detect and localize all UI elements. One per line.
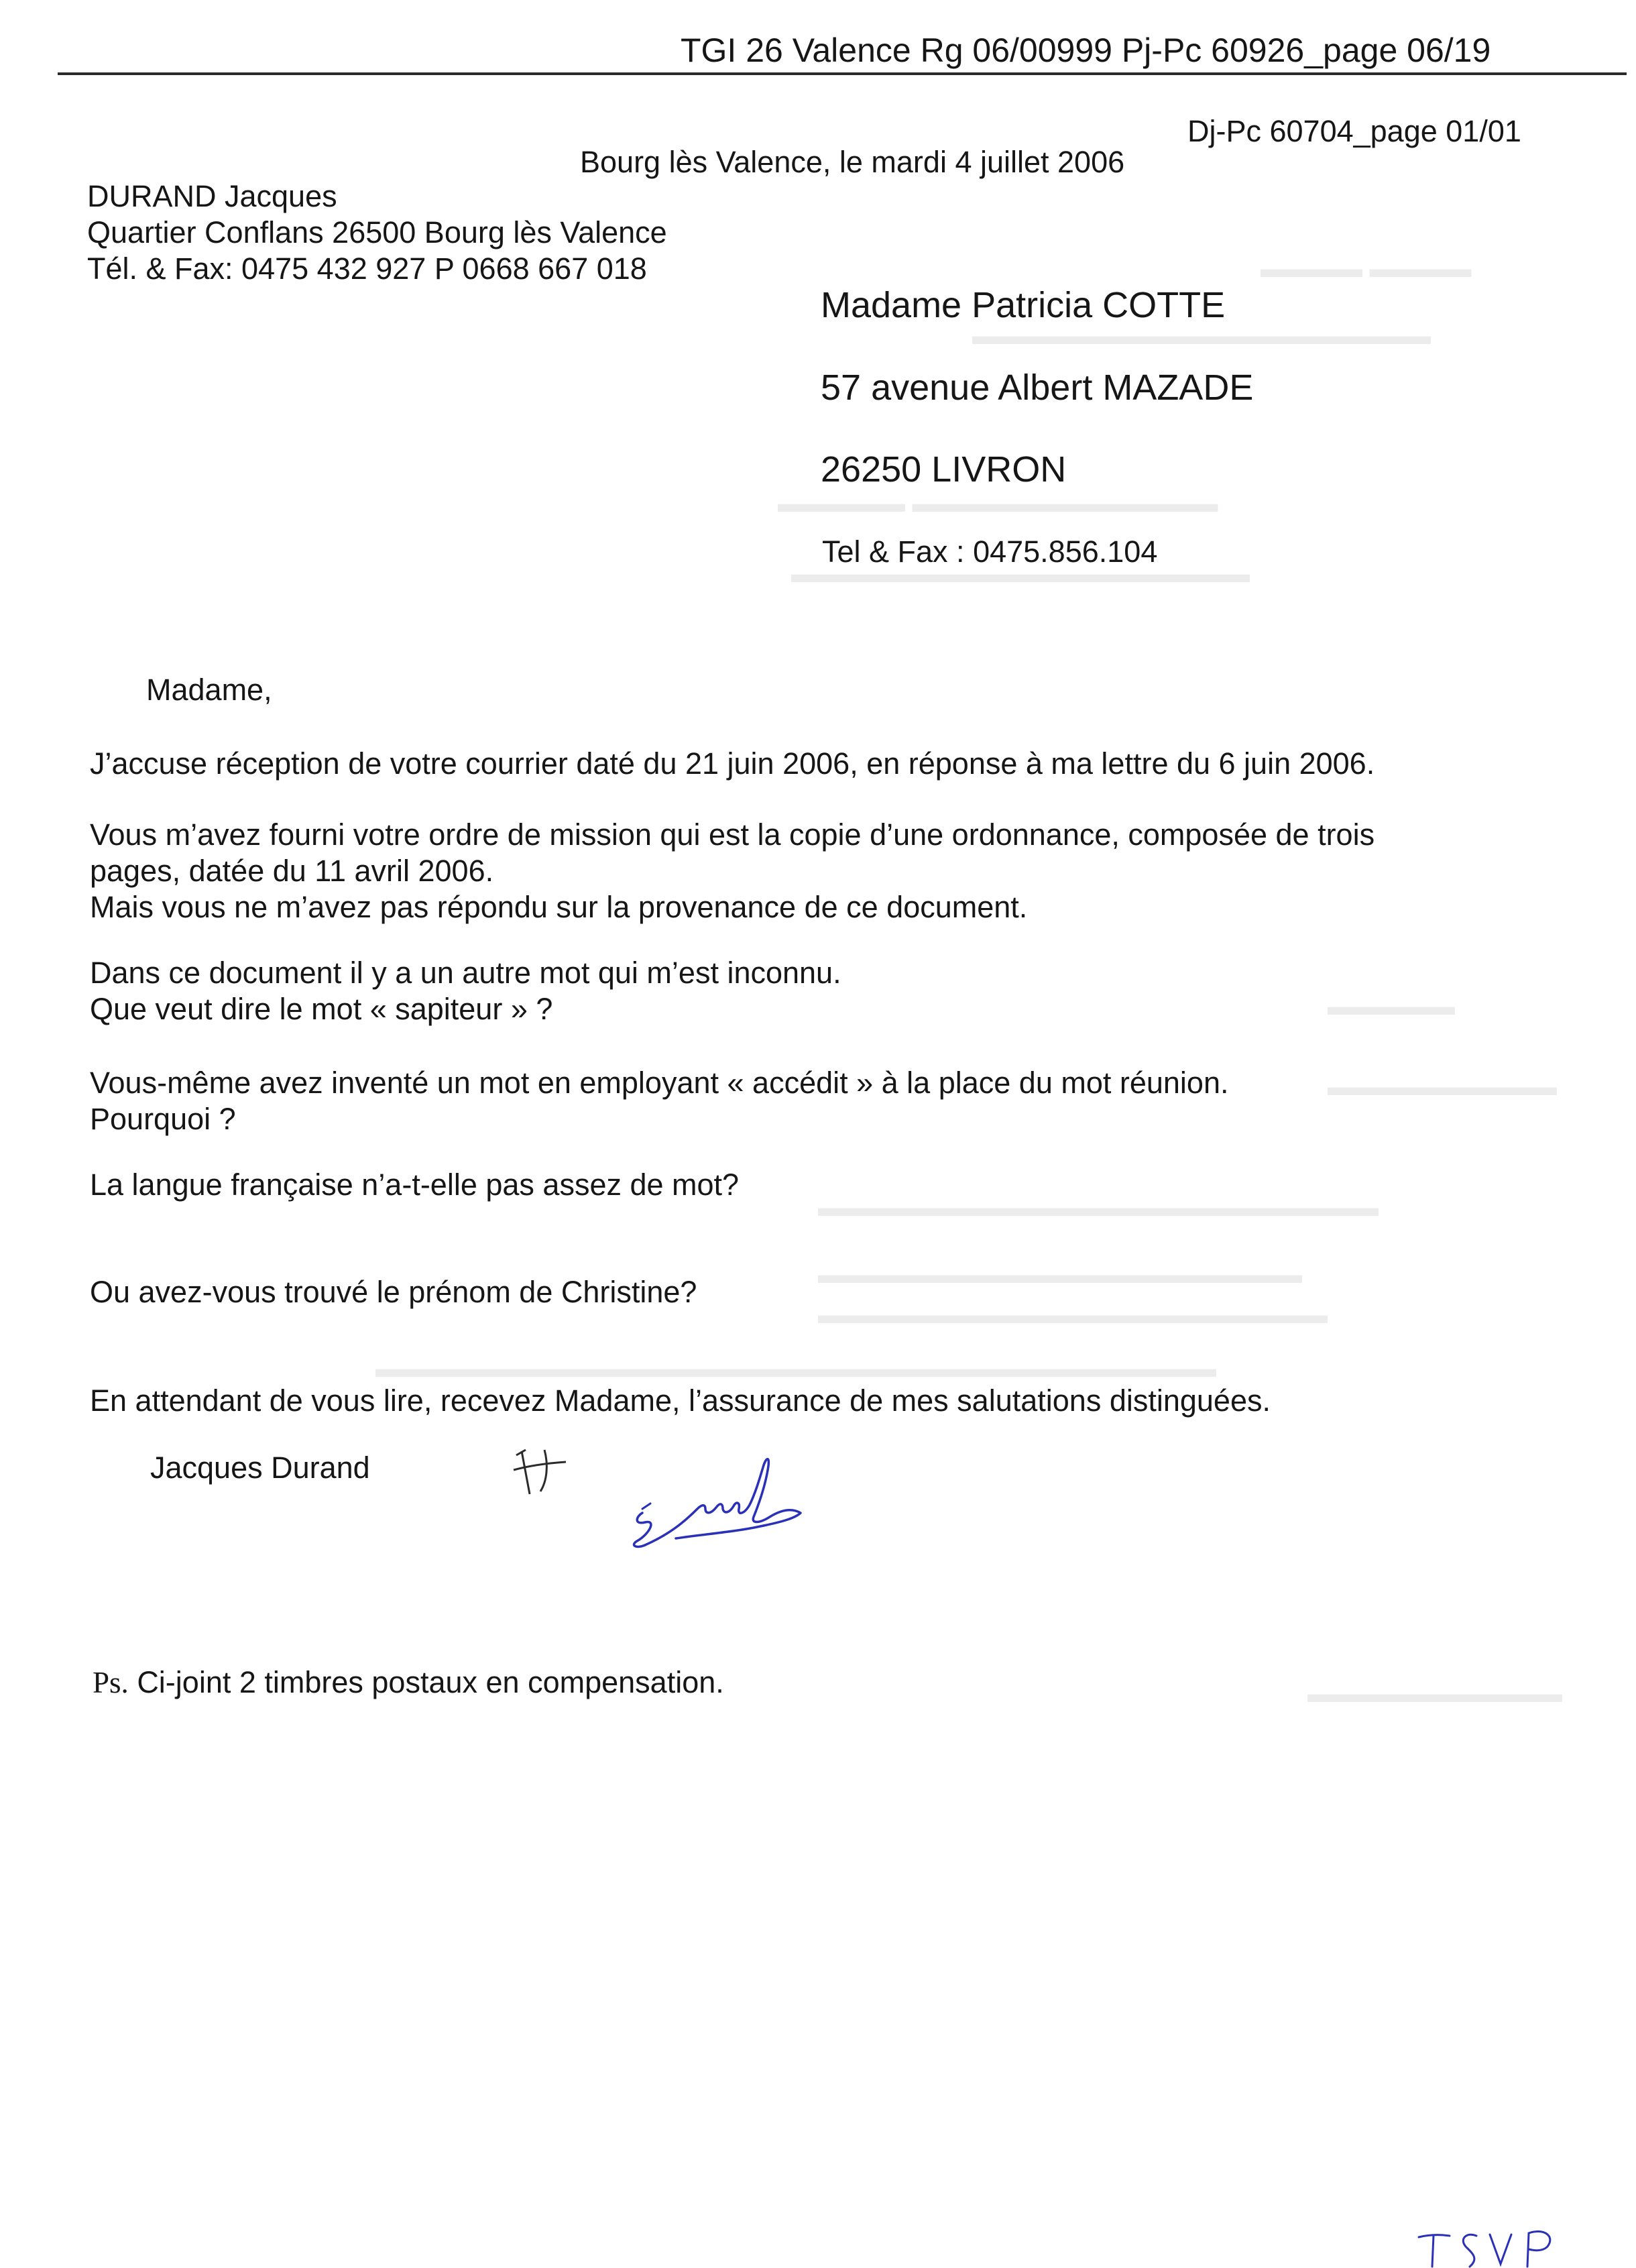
bleed-through-mark: ▬▬▬▬▬	[1328, 993, 1455, 1021]
bleed-through-mark: ▬▬▬▬ ▬▬▬▬	[1261, 255, 1472, 283]
bleed-through-mark: ▬▬▬▬▬▬▬▬▬▬▬▬▬▬▬▬▬▬	[972, 322, 1431, 350]
paragraph-language-question: La langue française n’a-t-elle pas assez de mot?	[90, 1168, 740, 1202]
salutation: Madame,	[146, 673, 272, 707]
paragraph-unknown-word	[90, 955, 841, 1027]
paragraph-acknowledgement: J’accuse réception de votre courrier daté du 21 juin 2006, en réponse à ma lettre du 6 juin 2006.	[90, 746, 1375, 781]
paragraph-line: Vous m’avez fourni votre ordre de mission qui est la copie d’une ordonnance, composée de trois	[90, 817, 1375, 852]
paragraph-line: Que veut dire le mot « sapiteur » ?	[90, 992, 553, 1026]
bleed-through-mark: ▬▬▬▬▬▬▬▬▬▬▬▬▬▬▬▬▬▬▬	[818, 1261, 1302, 1289]
handwritten-signature	[622, 1434, 810, 1554]
bleed-through-mark: ▬▬▬▬▬ ▬▬▬▬▬▬▬▬▬▬▬▬	[778, 490, 1218, 518]
paragraph-closing: En attendant de vous lire, recevez Madame, l’assurance de mes salutations distinguées.	[90, 1383, 1271, 1418]
document-reference: Dj-Pc 60704_page 01/01	[1187, 114, 1521, 148]
sender-contact: Tél. & Fax: 0475 432 927 P 0668 667 018	[87, 251, 647, 286]
sender-name: DURAND Jacques	[87, 179, 337, 213]
header-divider	[58, 72, 1627, 75]
bleed-through-mark: ▬▬▬▬▬▬▬▬▬▬	[1307, 1680, 1562, 1708]
bleed-through-mark: ▬▬▬▬▬▬▬▬▬	[1328, 1073, 1557, 1101]
bleed-through-mark: ▬▬▬▬▬▬▬▬▬▬▬▬▬▬▬▬▬▬▬▬	[818, 1301, 1328, 1329]
paragraph-line: Dans ce document il y a un autre mot qui m’est inconnu.	[90, 956, 841, 990]
recipient-city: 26250 LIVRON	[821, 449, 1067, 490]
recipient-name: Madame Patricia COTTE	[821, 285, 1226, 325]
recipient-contact: Tel & Fax : 0475.856.104	[822, 534, 1158, 569]
paragraph-line: Pourquoi ?	[90, 1102, 236, 1136]
postscript-label: Ps.	[93, 1666, 129, 1699]
bleed-through-mark: ▬▬▬▬▬▬▬▬▬▬▬▬▬▬▬▬▬▬▬▬▬▬▬▬▬▬▬▬▬▬▬▬▬	[375, 1355, 1216, 1383]
paragraph-mission-order	[90, 817, 1375, 925]
handwritten-initial-mark	[510, 1442, 570, 1502]
signoff-name: Jacques Durand	[150, 1451, 370, 1485]
paragraph-line: Vous-même avez inventé un mot en employant « accédit » à la place du mot réunion.	[90, 1066, 1229, 1100]
paragraph-line: pages, datée du 11 avril 2006.	[90, 854, 494, 888]
bleed-through-mark: ▬▬▬▬▬▬▬▬▬▬▬▬▬▬▬▬▬▬▬▬▬▬	[818, 1194, 1379, 1222]
handwritten-corner-annotation	[1416, 2226, 1564, 2267]
postscript	[93, 1664, 724, 1701]
sender-block	[87, 178, 667, 287]
paragraph-first-name-question: Ou avez-vous trouvé le prénom de Christine?	[90, 1275, 697, 1309]
paragraph-invented-word	[90, 1065, 1229, 1137]
postscript-text: Ci-joint 2 timbres postaux en compensation.	[137, 1665, 724, 1699]
recipient-street: 57 avenue Albert MAZADE	[821, 367, 1254, 408]
paragraph-line: Mais vous ne m’avez pas répondu sur la provenance de ce document.	[90, 890, 1028, 924]
bleed-through-mark: ▬▬▬▬▬▬▬▬▬▬▬▬▬▬▬▬▬▬	[791, 560, 1250, 588]
place-and-date: Bourg lès Valence, le mardi 4 juillet 2006	[580, 145, 1125, 179]
sender-address: Quartier Conflans 26500 Bourg lès Valence	[87, 215, 667, 249]
fax-header-line: TGI 26 Valence Rg 06/00999 Pj-Pc 60926_page 06/19	[681, 32, 1491, 69]
